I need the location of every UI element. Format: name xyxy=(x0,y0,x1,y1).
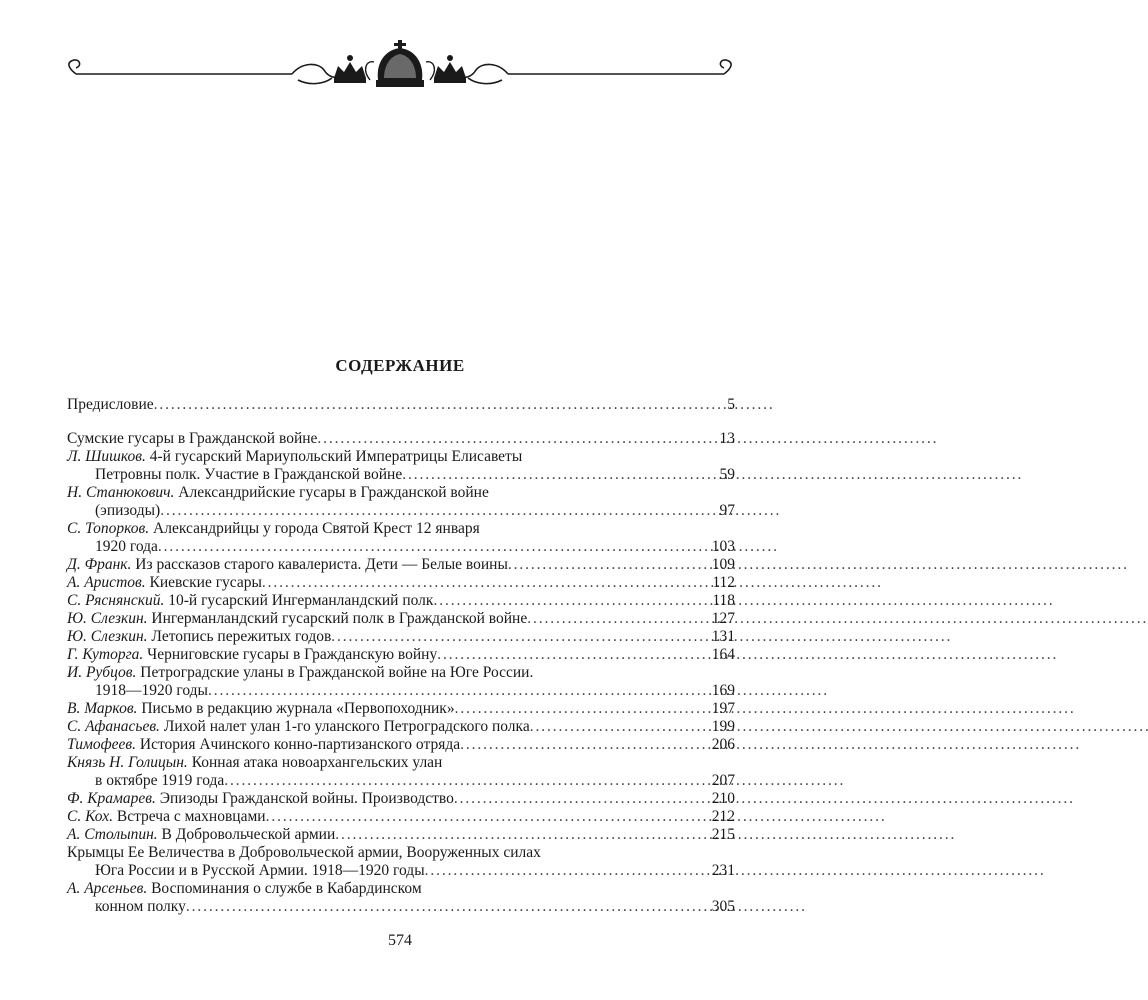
dot-leader xyxy=(224,772,709,790)
toc-line xyxy=(67,502,735,520)
toc-text: Летопись пережитых годов xyxy=(147,628,332,645)
toc-line xyxy=(67,898,735,916)
toc-title xyxy=(95,502,160,520)
toc-text: История Ачинского конно-партизанского отряда xyxy=(136,736,461,753)
toc-text: Встреча с махновцами xyxy=(113,808,266,825)
toc-author: Ю. Слезкин. xyxy=(67,610,148,627)
toc-title xyxy=(67,448,522,466)
toc-line xyxy=(67,754,735,772)
toc-page-number: 305 xyxy=(711,898,735,915)
toc-title xyxy=(67,880,422,898)
toc-author: Д. Франк. xyxy=(67,556,132,573)
dot-leader xyxy=(425,862,710,880)
toc-author: С. Кох. xyxy=(67,808,113,825)
toc-author: Ф. Крамарев. xyxy=(67,790,156,807)
entry-gap xyxy=(67,414,735,430)
toc-text: Петроградские уланы в Гражданской войне на Юге России. xyxy=(136,664,534,681)
toc-page-number: 13 xyxy=(719,430,735,447)
toc-page-number: 103 xyxy=(711,538,735,555)
toc-line xyxy=(67,556,735,574)
toc-entry[interactable] xyxy=(67,844,735,880)
toc-entry[interactable] xyxy=(67,646,735,664)
toc-text: 4-й гусарский Мариупольский Императрицы Елисаветы xyxy=(145,448,523,465)
toc-author: Ю. Слезкин. xyxy=(67,628,148,645)
toc-entry[interactable] xyxy=(67,520,735,556)
dot-leader xyxy=(530,718,710,736)
dot-leader xyxy=(317,430,717,448)
toc-entry[interactable] xyxy=(67,736,735,754)
toc-title xyxy=(67,826,335,844)
toc-title xyxy=(67,790,454,808)
toc-line xyxy=(67,844,735,862)
toc-page-number: 109 xyxy=(711,556,735,573)
dot-leader xyxy=(158,538,710,556)
dot-leader xyxy=(455,700,710,718)
toc-text: Сумские гусары в Гражданской войне xyxy=(67,430,318,447)
toc-text: Крымцы Ее Величества в Добровольческой армии, Вооруженных силах xyxy=(67,844,541,861)
dot-leader xyxy=(433,592,710,610)
toc-title xyxy=(67,610,527,628)
toc-title xyxy=(95,538,158,556)
toc-author: И. Рубцов. xyxy=(67,664,137,681)
toc-page-number: 207 xyxy=(711,772,735,789)
toc-entry[interactable] xyxy=(67,592,735,610)
toc-title xyxy=(95,862,425,880)
toc-page-number: 5 xyxy=(727,396,735,413)
toc-title xyxy=(95,682,208,700)
dot-leader xyxy=(266,808,710,826)
toc-title xyxy=(67,556,508,574)
toc-line xyxy=(67,430,735,448)
toc-page-number: 212 xyxy=(711,808,735,825)
toc-title xyxy=(67,844,541,862)
toc-line xyxy=(67,880,735,898)
toc-page-number: 118 xyxy=(712,592,735,609)
toc-line xyxy=(67,736,735,754)
toc-line xyxy=(67,538,735,556)
toc-text: 1920 года xyxy=(95,538,158,555)
dot-leader xyxy=(454,790,710,808)
toc-entry[interactable] xyxy=(67,574,735,592)
toc-text: Лихой налет улан 1-го уланского Петроградского полка xyxy=(159,718,530,735)
toc-entry[interactable] xyxy=(67,826,735,844)
toc-title xyxy=(67,736,460,754)
toc-line xyxy=(67,790,735,808)
dot-leader xyxy=(402,466,717,484)
dot-leader xyxy=(160,502,717,520)
toc-line xyxy=(67,808,735,826)
toc-text: Черниговские гусары в Гражданскую войну xyxy=(143,646,438,663)
toc-entry[interactable] xyxy=(67,808,735,826)
toc-entry[interactable] xyxy=(67,700,735,718)
crown-ornament xyxy=(62,40,738,102)
toc-text: Из рассказов старого кавалериста. Дети — Белые воины xyxy=(131,556,508,573)
toc-title xyxy=(67,520,480,538)
toc-line xyxy=(67,718,735,736)
toc-text: Александрийцы у города Святой Крест 12 января xyxy=(149,520,480,537)
toc-title xyxy=(67,592,433,610)
toc-text: В Добровольческой армии xyxy=(157,826,336,843)
toc-title xyxy=(67,754,442,772)
toc-title xyxy=(95,466,402,484)
toc-author: С. Топорков. xyxy=(67,520,150,537)
toc-page-number: 169 xyxy=(711,682,735,699)
toc-text: (эпизоды) xyxy=(95,502,161,519)
toc-title xyxy=(67,628,331,646)
toc-text: Киевские гусары xyxy=(145,574,262,591)
toc-entry[interactable] xyxy=(67,610,735,628)
toc-page-number: 206 xyxy=(711,736,735,753)
toc-page-number: 112 xyxy=(712,574,735,591)
toc-text: Письмо в редакцию журнала «Первопоходник» xyxy=(137,700,455,717)
toc-author: Князь Н. Голицын. xyxy=(67,754,188,771)
toc-page-number: 210 xyxy=(711,790,735,807)
toc-text: Конная атака новоархангельских улан xyxy=(187,754,443,771)
toc-title xyxy=(67,808,266,826)
toc-page-number: 164 xyxy=(711,646,735,663)
toc-text: конном полку xyxy=(95,898,186,915)
toc-author: С. Ряснянский. xyxy=(67,592,165,609)
toc-line xyxy=(67,520,735,538)
toc-author: В. Марков. xyxy=(67,700,138,717)
toc-entry[interactable] xyxy=(67,718,735,736)
toc-page-number: 199 xyxy=(711,718,735,735)
toc-entry[interactable] xyxy=(67,556,735,574)
toc-entry[interactable] xyxy=(67,664,735,700)
toc-title xyxy=(67,646,437,664)
contents-heading: СОДЕРЖАНИЕ xyxy=(335,356,465,375)
toc-text: Петровны полк. Участие в Гражданской войне xyxy=(95,466,403,483)
toc-text: в октябре 1919 года xyxy=(95,772,225,789)
toc-entry[interactable] xyxy=(67,484,735,520)
toc-entry[interactable] xyxy=(67,628,735,646)
toc-entry[interactable] xyxy=(67,396,735,414)
toc-page-number: 59 xyxy=(719,466,735,483)
toc-line xyxy=(67,484,735,502)
dot-leader xyxy=(460,736,710,754)
toc-title xyxy=(67,484,489,502)
table-of-contents xyxy=(67,396,735,916)
toc-title xyxy=(95,772,224,790)
toc-author: А. Аристов. xyxy=(67,574,146,591)
toc-text: Ингерманландский гусарский полк в Гражданской войне xyxy=(147,610,528,627)
toc-line xyxy=(67,592,735,610)
toc-author: Г. Куторга. xyxy=(67,646,144,663)
toc-author: А. Арсеньев. xyxy=(67,880,148,897)
toc-text: Юга России и в Русской Армии. 1918—1920 годы xyxy=(95,862,425,879)
toc-author: Н. Станюкович. xyxy=(67,484,175,501)
toc-text: Воспоминания о службе в Кабардинском xyxy=(147,880,422,897)
toc-text: Александрийские гусары в Гражданской войне xyxy=(174,484,489,501)
toc-entry[interactable] xyxy=(67,448,735,484)
toc-title xyxy=(67,664,533,682)
dot-leader xyxy=(262,574,710,592)
toc-title xyxy=(67,718,530,736)
toc-page-number: 197 xyxy=(711,700,735,717)
dot-leader xyxy=(335,826,710,844)
toc-line xyxy=(67,448,735,466)
toc-title xyxy=(67,396,154,414)
toc-entry[interactable] xyxy=(67,754,735,790)
toc-author: С. Афанасьев. xyxy=(67,718,160,735)
toc-line xyxy=(67,826,735,844)
dot-leader xyxy=(508,556,710,574)
dot-leader xyxy=(527,610,710,628)
toc-line xyxy=(67,396,735,414)
toc-author: Л. Шишков. xyxy=(67,448,146,465)
toc-line xyxy=(67,682,735,700)
dot-leader xyxy=(186,898,710,916)
toc-line xyxy=(67,610,735,628)
toc-line xyxy=(67,700,735,718)
toc-line xyxy=(67,466,735,484)
toc-page-number: 131 xyxy=(711,628,735,645)
toc-page-number: 127 xyxy=(711,610,735,627)
toc-text: 1918—1920 годы xyxy=(95,682,208,699)
dot-leader xyxy=(437,646,710,664)
toc-line xyxy=(67,574,735,592)
toc-title xyxy=(67,430,317,448)
toc-author: А. Столыпин. xyxy=(67,826,158,843)
toc-line xyxy=(67,862,735,880)
toc-line xyxy=(67,628,735,646)
toc-page-number: 231 xyxy=(711,862,735,879)
toc-text: Предисловие xyxy=(67,396,154,413)
toc-author: Тимофеев. xyxy=(67,736,137,753)
toc-text: 10-й гусарский Ингерманландский полк xyxy=(164,592,434,609)
toc-page-number: 97 xyxy=(719,502,735,519)
toc-line xyxy=(67,772,735,790)
toc-entry[interactable] xyxy=(67,880,735,916)
toc-entry[interactable] xyxy=(67,430,735,448)
page-number: 574 xyxy=(388,932,412,949)
toc-line xyxy=(67,664,735,682)
dot-leader xyxy=(154,396,726,414)
toc-line xyxy=(67,646,735,664)
toc-entry[interactable] xyxy=(67,790,735,808)
toc-title xyxy=(95,898,186,916)
dot-leader xyxy=(331,628,709,646)
toc-text: Эпизоды Гражданской войны. Производство xyxy=(155,790,454,807)
toc-page-number: 215 xyxy=(711,826,735,843)
toc-title xyxy=(67,700,455,718)
toc-title xyxy=(67,574,262,592)
dot-leader xyxy=(208,682,710,700)
